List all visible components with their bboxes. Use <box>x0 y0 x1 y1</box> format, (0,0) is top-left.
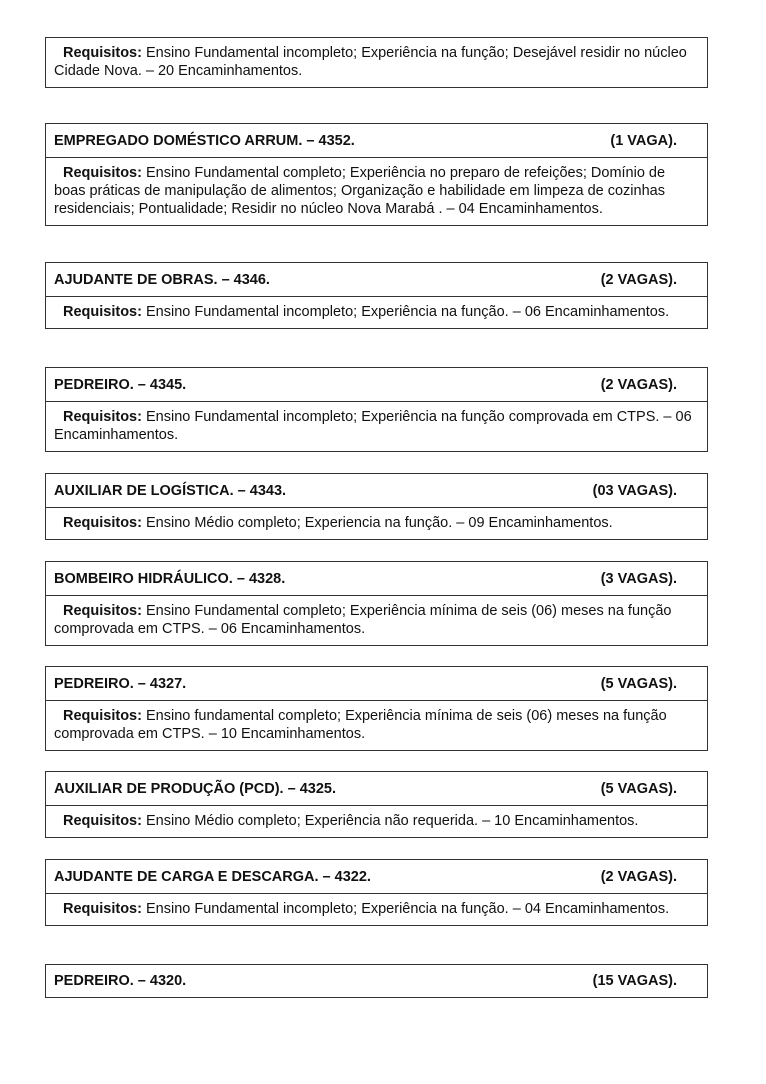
requirements-label: Requisitos: <box>63 45 142 61</box>
job-header <box>46 667 707 701</box>
job-listing <box>45 123 708 226</box>
job-vacancies: (1 VAGA). <box>610 132 677 149</box>
requirements-text: Ensino Fundamental incompleto; Experiência na função. – 06 Encaminhamentos. <box>141 304 670 320</box>
requirements-label: Requisitos: <box>63 708 142 724</box>
requirements-text: Ensino Fundamental completo; Experiência no preparo de refeições; Domínio de boas práticas de manipulação de alimentos; Organização e habilidade em limpeza de cozinhas residenciais; Pontualidade; Residir no núcleo Nova Marabá . – 04 Encaminhamentos. <box>54 165 666 217</box>
requirements-label: Requisitos: <box>63 813 142 829</box>
job-vacancies: (2 VAGAS). <box>600 271 677 288</box>
job-header <box>46 124 707 158</box>
requirements-text: Ensino Fundamental completo; Experiência mínima de seis (06) meses na função comprovada em CTPS. – 06 Encaminhamentos. <box>54 603 672 637</box>
requirements-text: Ensino Fundamental incompleto; Experiência na função. – 04 Encaminhamentos. <box>141 901 670 917</box>
requirements-text: Ensino Médio completo; Experiência não requerida. – 10 Encaminhamentos. <box>141 813 639 829</box>
job-vacancies: (03 VAGAS). <box>592 482 677 499</box>
job-listing <box>45 771 708 838</box>
job-requirements <box>46 402 707 451</box>
job-title: AJUDANTE DE OBRAS. – 4346. <box>54 271 270 288</box>
requirements-label: Requisitos: <box>63 304 142 320</box>
requirements-text: Ensino Fundamental incompleto; Experiência na função; Desejável residir no núcleo Cidade Nova. – 20 Encaminhamentos. <box>54 45 687 79</box>
job-title: AUXILIAR DE PRODUÇÃO (PCD). – 4325. <box>54 780 336 797</box>
requirements-label: Requisitos: <box>63 165 142 181</box>
job-title: PEDREIRO. – 4320. <box>54 973 187 989</box>
job-vacancies: (15 VAGAS). <box>592 973 677 989</box>
job-title: AJUDANTE DE CARGA E DESCARGA. – 4322. <box>54 868 371 885</box>
job-header <box>46 368 707 402</box>
job-header <box>46 263 707 297</box>
requirements-label: Requisitos: <box>63 901 142 917</box>
job-header <box>46 965 707 997</box>
job-listing <box>45 262 708 329</box>
job-vacancies: (5 VAGAS). <box>600 675 677 692</box>
requirements-text: Ensino Médio completo; Experiencia na função. – 09 Encaminhamentos. <box>141 515 613 531</box>
job-listing <box>45 964 708 998</box>
job-header <box>46 860 707 894</box>
job-vacancies: (2 VAGAS). <box>600 868 677 885</box>
job-header <box>46 772 707 806</box>
requirements-text: Ensino fundamental completo; Experiência mínima de seis (06) meses na função comprovada em CTPS. – 10 Encaminhamentos. <box>54 708 667 742</box>
job-listing <box>45 859 708 926</box>
job-listing <box>45 561 708 646</box>
job-vacancies: (2 VAGAS). <box>600 376 677 393</box>
job-requirements <box>46 158 707 225</box>
job-title: PEDREIRO. – 4327. <box>54 675 187 692</box>
job-listing <box>45 666 708 751</box>
requirements-label: Requisitos: <box>63 603 142 619</box>
job-listing <box>45 473 708 540</box>
job-requirements <box>46 894 707 925</box>
requirements-label: Requisitos: <box>63 515 142 531</box>
job-header <box>46 474 707 508</box>
job-listing <box>45 37 708 88</box>
job-requirements <box>46 596 707 645</box>
job-requirements <box>46 701 707 750</box>
job-requirements <box>46 38 707 87</box>
job-title: BOMBEIRO HIDRÁULICO. – 4328. <box>54 570 286 587</box>
job-vacancies: (5 VAGAS). <box>600 780 677 797</box>
job-title: PEDREIRO. – 4345. <box>54 376 187 393</box>
job-requirements <box>46 297 707 328</box>
requirements-label: Requisitos: <box>63 409 142 425</box>
job-header <box>46 562 707 596</box>
job-listing <box>45 367 708 452</box>
job-title: EMPREGADO DOMÉSTICO ARRUM. – 4352. <box>54 132 355 149</box>
requirements-text: Ensino Fundamental incompleto; Experiência na função comprovada em CTPS. – 06 Encaminhamentos. <box>54 409 692 443</box>
job-vacancies: (3 VAGAS). <box>600 570 677 587</box>
job-title: AUXILIAR DE LOGÍSTICA. – 4343. <box>54 482 287 499</box>
job-requirements <box>46 806 707 837</box>
job-requirements <box>46 508 707 539</box>
